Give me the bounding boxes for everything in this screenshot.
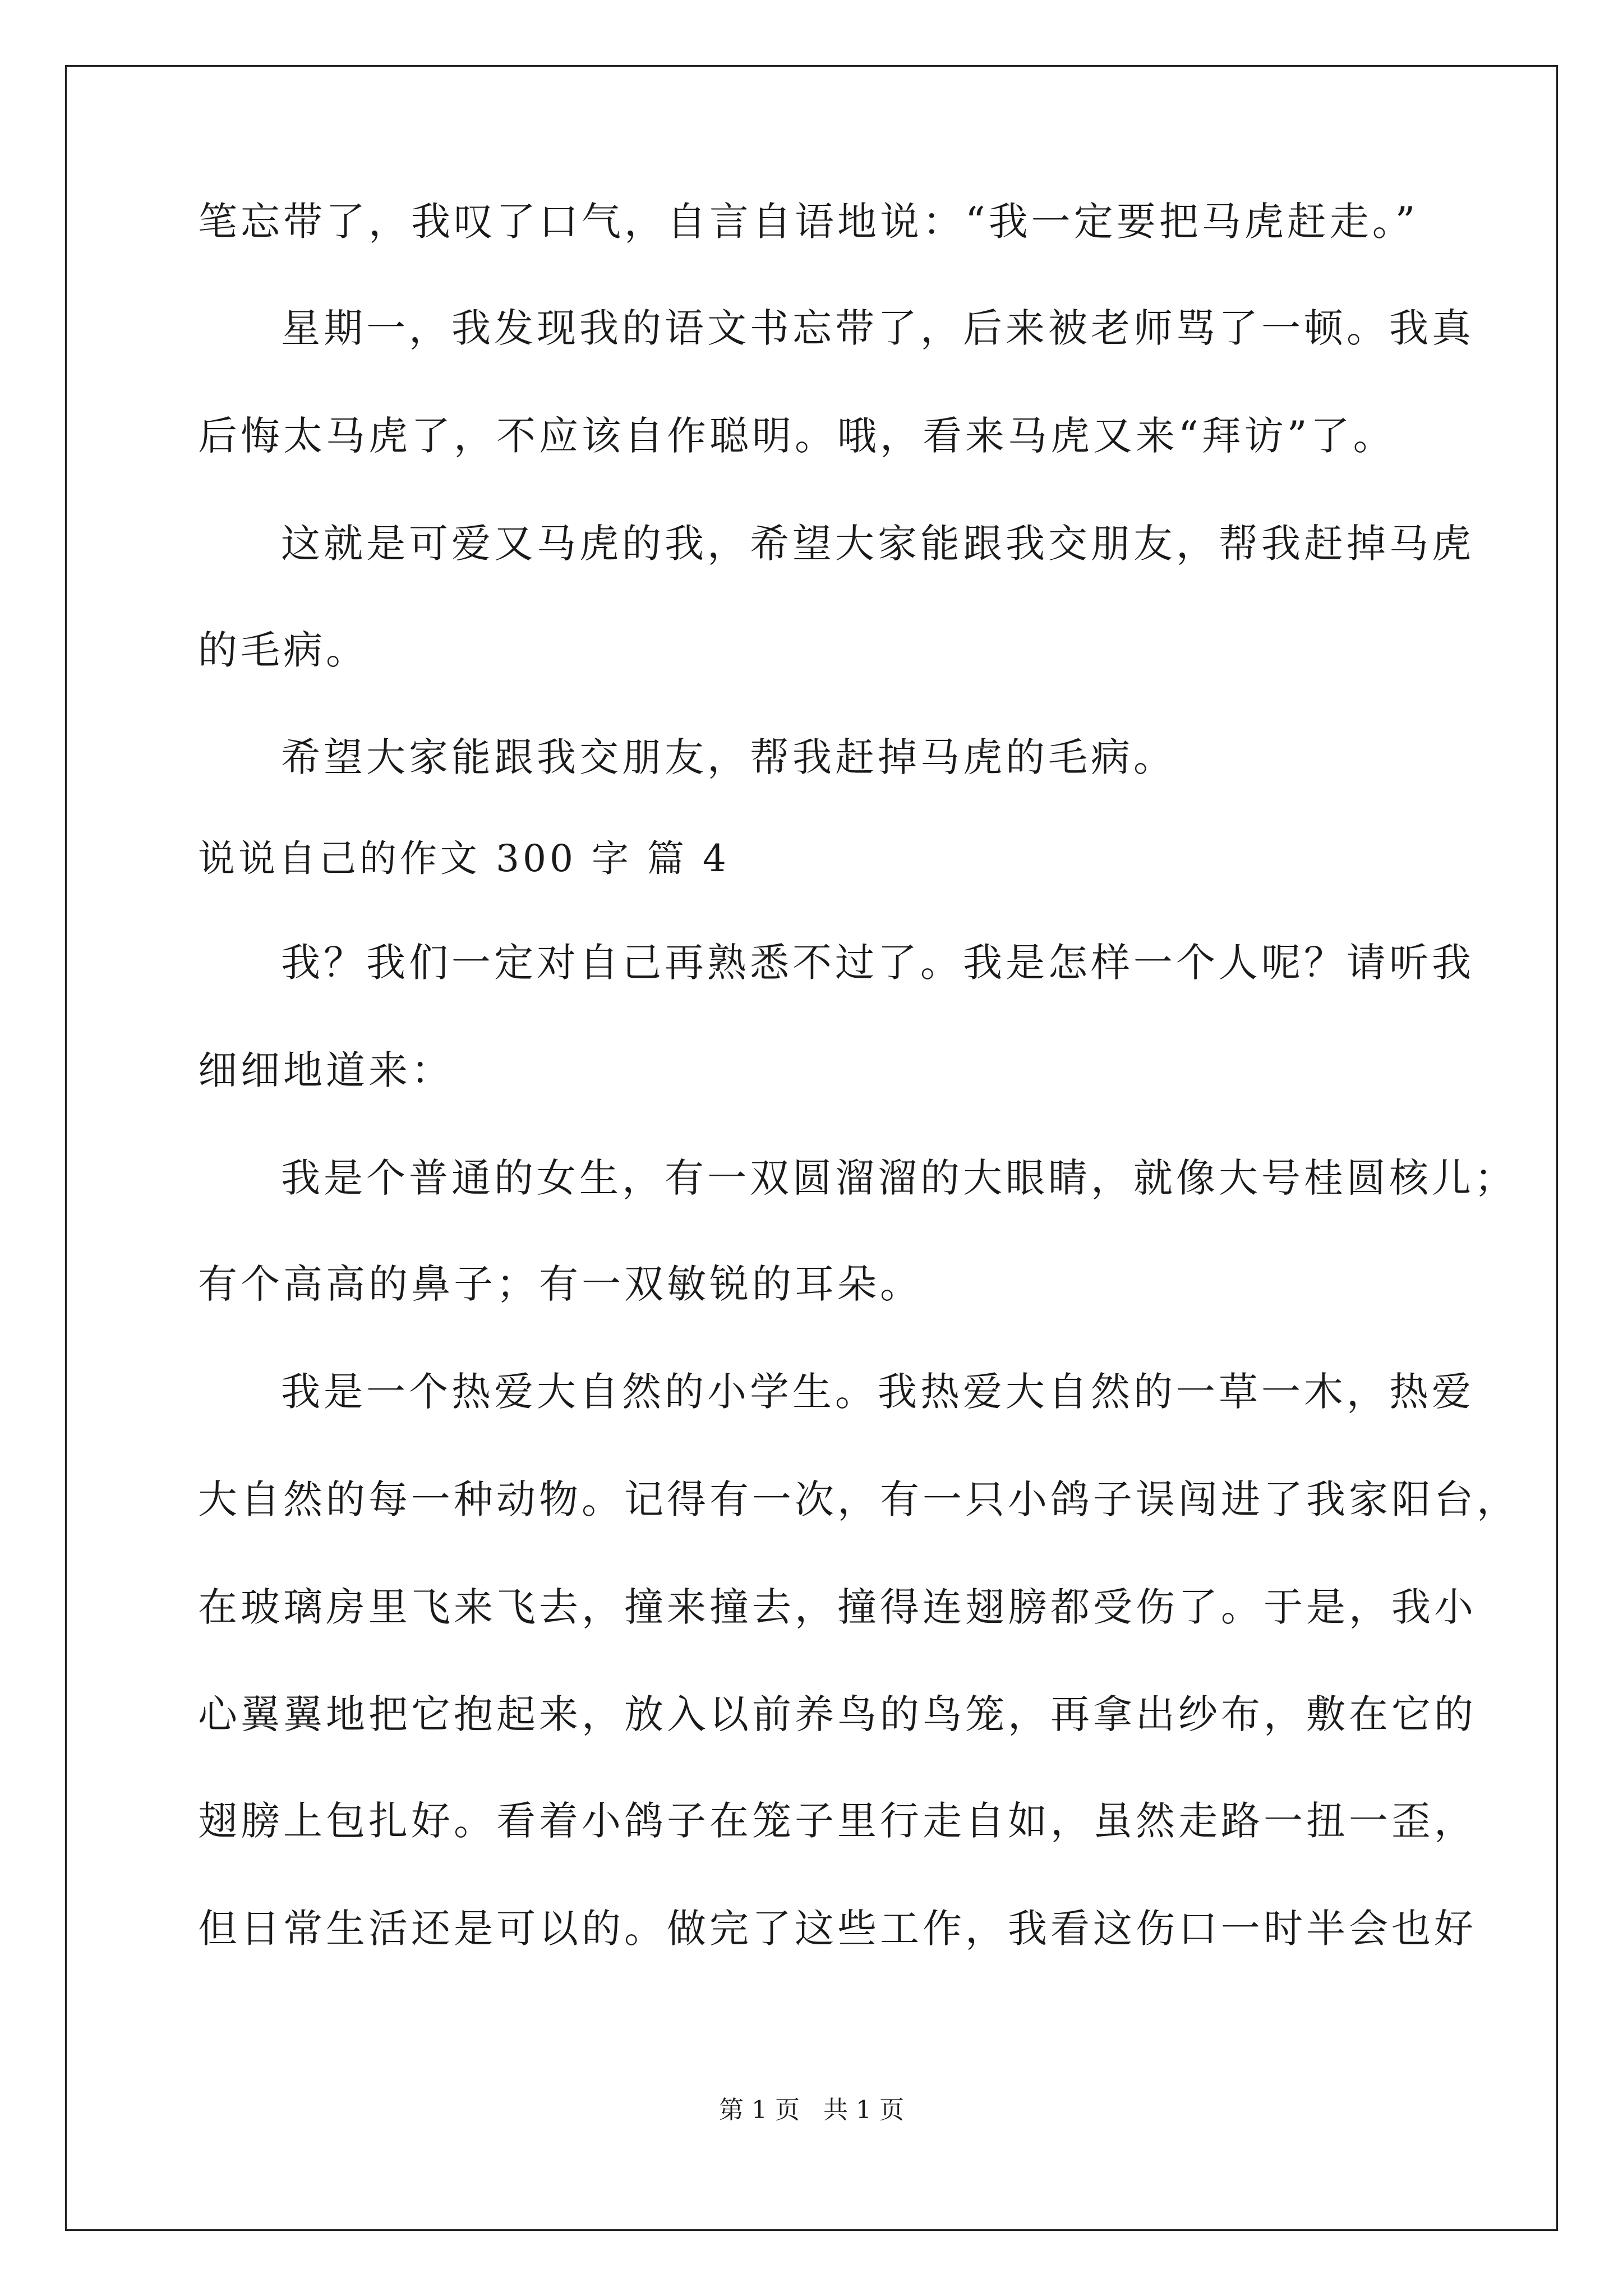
text-line: 细细地道来： (198, 1047, 454, 1093)
text-line: 我？我们一定对自己再熟悉不过了。我是怎样一个人呢？请听我 (281, 940, 1474, 986)
text-line: 的毛病。 (198, 627, 368, 673)
section-heading: 说说自己的作文 300 字 篇 4 (198, 837, 730, 880)
text-line: 我是一个热爱大自然的小学生。我热爱大自然的一草一木，热爱 (281, 1369, 1474, 1415)
text-line: 我是个普通的女生，有一双圆溜溜的大眼睛，就像大号桂圆核儿； (281, 1155, 1517, 1201)
text-line: 笔忘带了，我叹了口气，自言自语地说：“我一定要把马虎赶走。” (198, 199, 1419, 245)
text-line: 翅膀上包扎好。看着小鸽子在笼子里行走自如，虽然走路一扭一歪， (198, 1798, 1477, 1844)
text-line: 在玻璃房里飞来飞去，撞来撞去，撞得连翅膀都受伤了。于是，我小 (198, 1584, 1477, 1630)
text-line: 后悔太马虎了，不应该自作聪明。哦，看来马虎又来“拜访”了。 (198, 413, 1396, 459)
text-line: 星期一，我发现我的语文书忘带了，后来被老师骂了一顿。我真 (281, 305, 1474, 351)
text-line: 大自然的每一种动物。记得有一次，有一只小鸽子误闯进了我家阳台， (198, 1476, 1519, 1522)
page-footer (0, 2098, 1623, 2123)
page-total: 共 1 页 (823, 2096, 904, 2124)
text-line: 这就是可爱又马虎的我，希望大家能跟我交朋友，帮我赶掉马虎 (281, 521, 1474, 567)
text-line: 希望大家能跟我交朋友，帮我赶掉马虎的毛病。 (281, 734, 1176, 780)
page-number: 第 1 页 (719, 2096, 800, 2124)
text-line: 有个高高的鼻子；有一双敏锐的耳朵。 (198, 1261, 923, 1307)
text-line: 但日常生活还是可以的。做完了这些工作，我看这伤口一时半会也好 (198, 1906, 1477, 1952)
text-line: 心翼翼地把它抱起来，放入以前养鸟的鸟笼，再拿出纱布，敷在它的 (198, 1691, 1477, 1737)
